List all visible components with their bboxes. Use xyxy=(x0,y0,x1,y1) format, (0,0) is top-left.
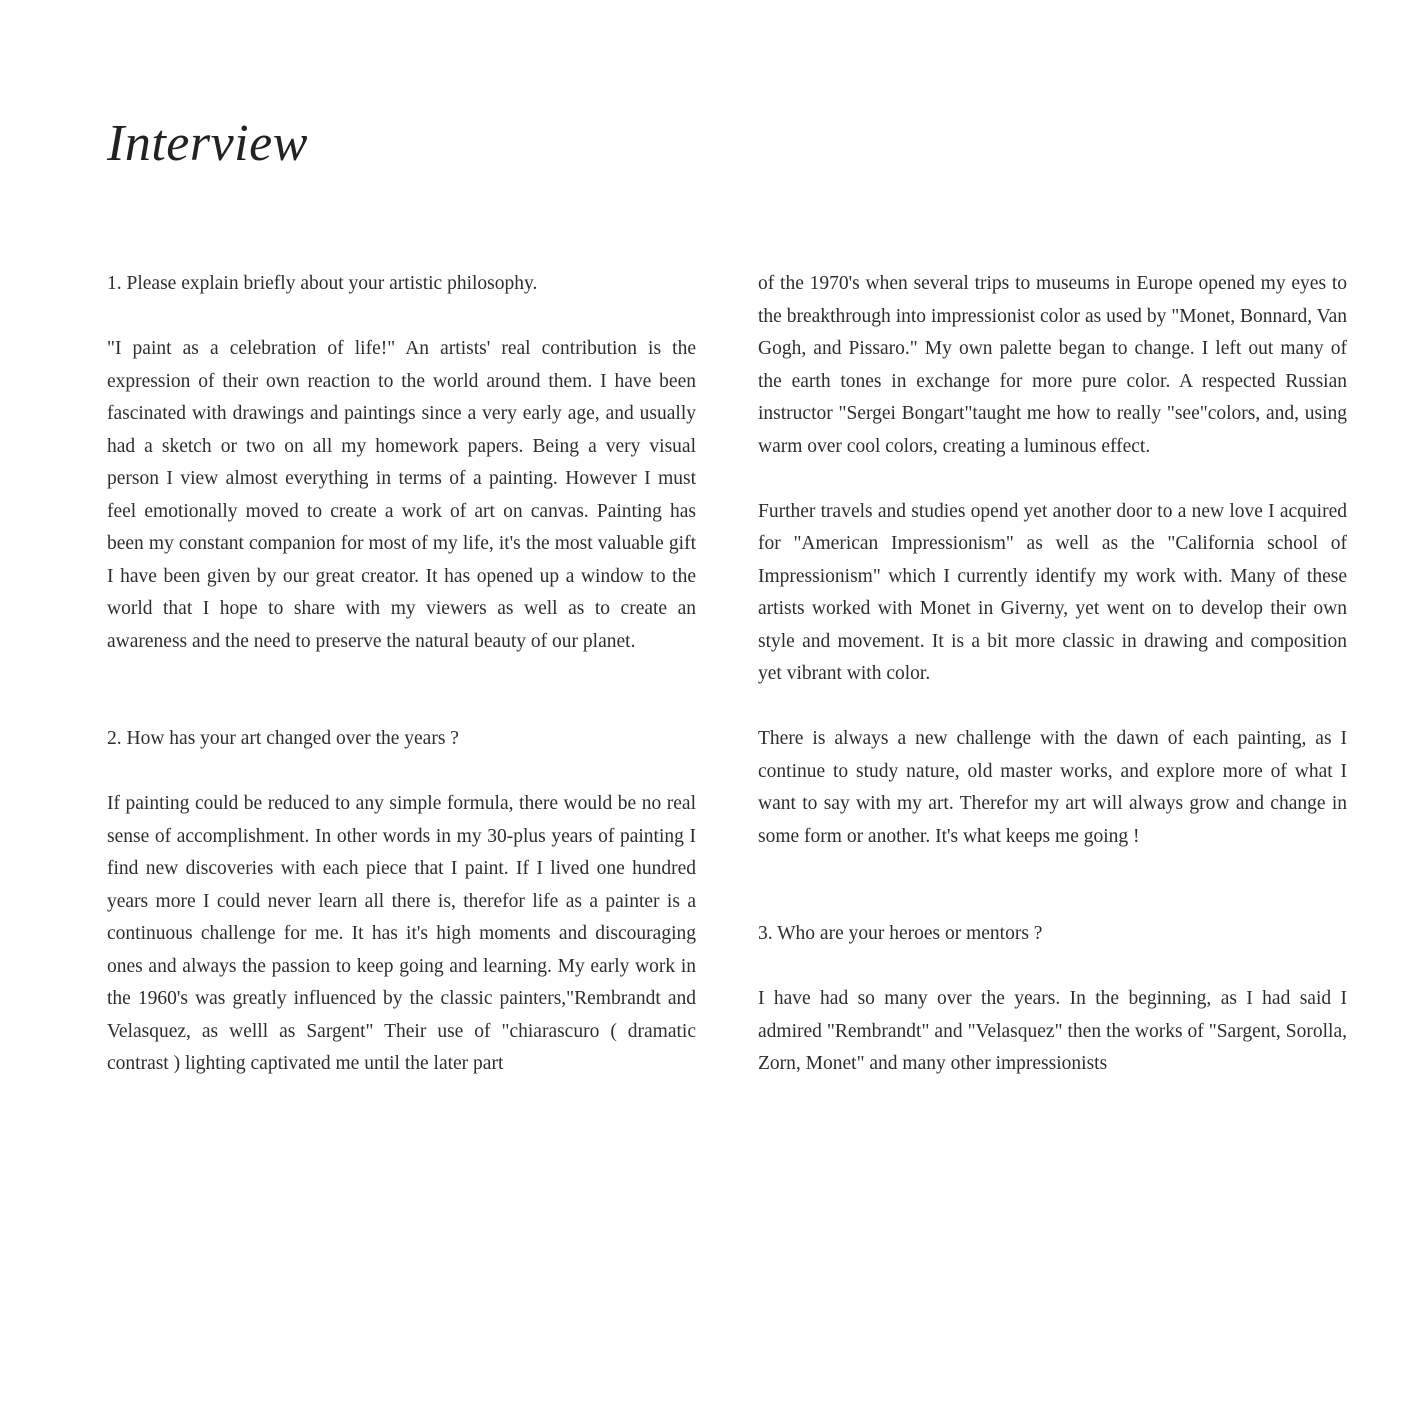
question-3: 3. Who are your heroes or mentors ? xyxy=(758,923,1043,944)
answer-3: I have had so many over the years. In the beginning, as I had said I admired "Rembrandt" and "Velasquez" then the works of "Sargent, Sorolla, Zorn, Monet" and many other impressionists xyxy=(758,988,1347,1074)
question-2: 2. How has your art changed over the years ? xyxy=(107,728,459,749)
page-title: Interview xyxy=(107,115,308,172)
answer-2-paragraph-2: Further travels and studies opend yet another door to a new love I acquired for "American Impressionism" as well as the "California school of Impressionism" which I currently identify my work with. Many of these artists worked with Monet in Giverny, yet went on to develop their own style and movement. It is a bit more classic in drawing and composition yet vibrant with color. xyxy=(758,500,1347,684)
answer-2-continued: of the 1970's when several trips to museums in Europe opened my eyes to the breakthrough into impressionist color as used by "Monet, Bonnard, Van Gogh, and Pissaro." My own palette began to change. I left out many of the earth tones in exchange for more pure color. A respected Russian instructor "Sergei Bongart"taught me how to really "see"colors, and, using warm over cool colors, creating a luminous effect. xyxy=(758,273,1347,457)
answer-1: "I paint as a celebration of life!" An artists' real contribution is the expression of their own reaction to the world around them. I have been fascinated with drawings and paintings since a very early age, and usually had a sketch or two on all my homework papers. Being a very visual person I view almost everything in terms of a painting. However I must feel emotionally moved to create a work of art on canvas. Painting has been my constant companion for most of my life, it's the most valuable gift I have been given by our great creator. It has opened up a window to the world that I hope to share with my viewers as well as to create an awareness and the need to preserve the natural beauty of our planet. xyxy=(107,338,696,652)
answer-2-paragraph-3: There is always a new challenge with the dawn of each painting, as I continue to study nature, old master works, and explore more of what I want to say with my art. Therefor my art will always grow and change in some form or another. It's what keeps me going ! xyxy=(758,728,1347,847)
answer-2: If painting could be reduced to any simple formula, there would be no real sense of accomplishment. In other words in my 30-plus years of painting I find new discoveries with each piece that I paint. If I lived one hundred years more I could never learn all there is, therefor life as a painter is a continuous challenge for me. It has it's high moments and discouraging ones and always the passion to keep going and learning. My early work in the 1960's was greatly influenced by the classic painters,"Rembrandt and Velasquez, as welll as Sargent" Their use of "chiarascuro ( dramatic contrast ) lighting captivated me until the later part xyxy=(107,793,696,1074)
left-column xyxy=(107,268,696,1081)
question-1: 1. Please explain briefly about your artistic philosophy. xyxy=(107,273,538,294)
right-column xyxy=(758,268,1347,1081)
